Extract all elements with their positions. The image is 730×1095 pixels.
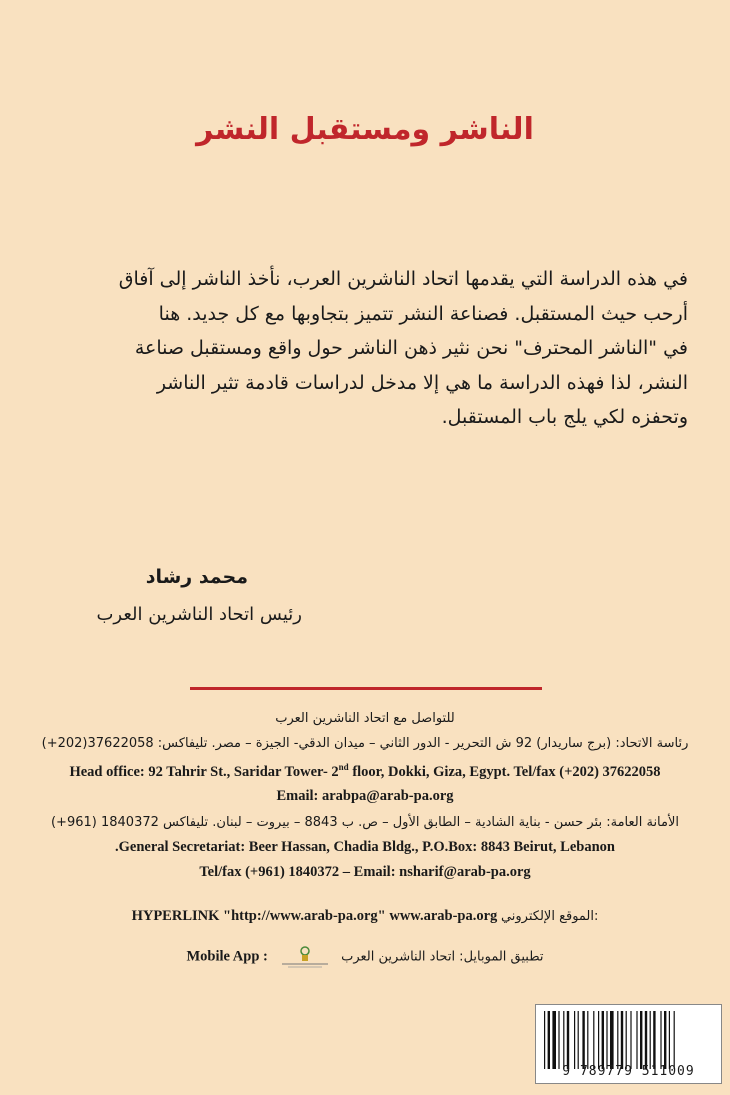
secretariat-arabic: الأمانة العامة: بئر حسن - بناية الشادية – الطابق الأول – ص. ب 8843 – بيروت – لبنان. تليفاكس 1840372 (961+)	[50, 815, 680, 830]
arab-publishers-logo-icon	[278, 945, 332, 969]
contact-heading: للتواصل مع اتحاد الناشرين العرب	[275, 711, 455, 726]
barcode-bars-icon	[536, 1011, 721, 1071]
mobile-app-label: تطبيق الموبايل: اتحاد الناشرين العرب	[341, 949, 544, 965]
head-office-english-part: Head office: 92 Tahrir St., Saridar Tower- 2	[69, 763, 339, 780]
isbn-barcode	[535, 1004, 722, 1084]
ordinal-suffix: nd	[338, 762, 349, 772]
mobile-app-line: Mobile App : تطبيق الموبايل: اتحاد الناشرين العرب	[0, 945, 730, 969]
author-title: رئيس اتحاد الناشرين العرب	[96, 604, 302, 625]
tel-email-beirut: Tel/fax (+961) 1840372 – Email: nsharif@arab-pa.org	[199, 864, 531, 880]
website-value: HYPERLINK "http://www.arab-pa.org" www.arab-pa.org	[131, 908, 498, 924]
book-title: الناشر ومستقبل النشر	[196, 112, 534, 147]
description-line: وتحفزه لكي يلج باب المستقبل.	[441, 406, 688, 428]
isbn-number: 9 789779 511009	[562, 1064, 695, 1079]
description-line: في "الناشر المحترف" نحن نثير ذهن الناشر حول واقع ومستقبل صناعة	[134, 337, 688, 359]
divider	[190, 687, 542, 690]
website-label: الموقع الإلكتروني:	[500, 909, 599, 924]
email-cairo: Email: arabpa@arab-pa.org	[276, 788, 454, 804]
head-office-english-part: floor, Dokki, Giza, Egypt. Tel/fax (+202) 37622058	[348, 763, 661, 780]
head-office-english	[0, 762, 730, 781]
author-name: محمد رشاد	[145, 566, 248, 588]
description-line: النشر، لذا فهذه الدراسة ما هي إلا مدخل لدراسات قادمة تثير الناشر	[156, 371, 688, 394]
description-text	[48, 262, 688, 435]
head-office-arabic: رئاسة الاتحاد: (برج ساريدار) 92 ش التحرير - الدور الثاني – ميدان الدقي- الجيزة – مصر. تليفاكس: 37622058(202+)	[41, 736, 689, 751]
mobile-app-value: Mobile App	[186, 948, 260, 965]
description-line: أرحب حيث المستقبل. فصناعة النشر تتميز بتجاوبها مع كل جديد. هنا	[158, 302, 688, 325]
secretariat-english: .General Secretariat: Beer Hassan, Chadia Bldg., P.O.Box: 8843 Beirut, Lebanon	[115, 839, 615, 855]
website-line	[0, 908, 730, 925]
description-line: في هذه الدراسة التي يقدمها اتحاد الناشرين العرب، نأخذ الناشر إلى آفاق	[118, 268, 688, 290]
